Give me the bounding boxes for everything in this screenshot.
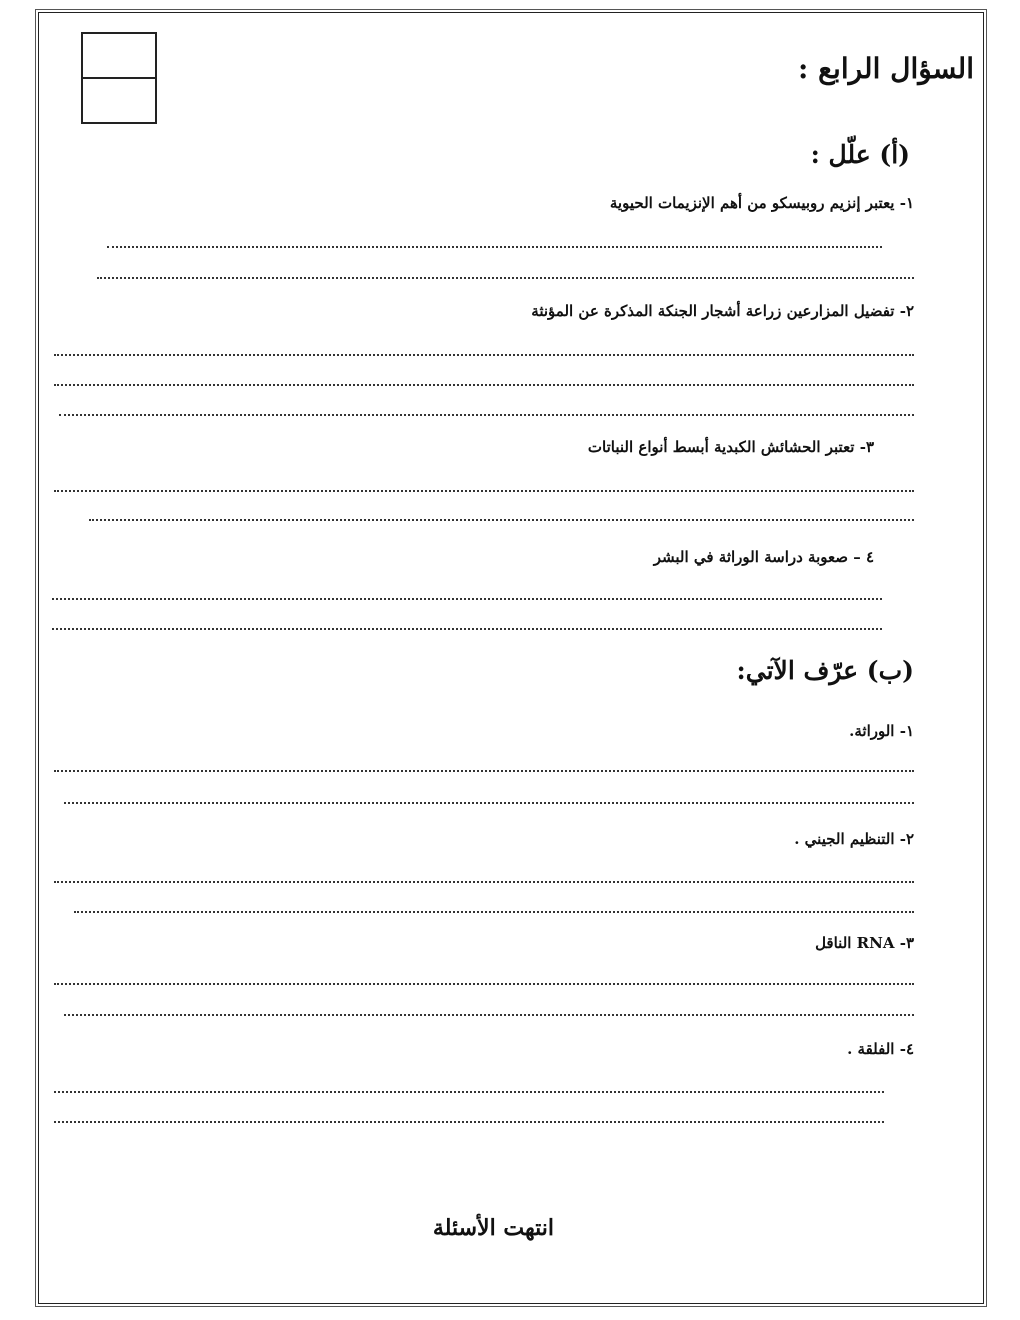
answer-line[interactable]: [64, 802, 914, 804]
section-a-title: (أ) علّل :: [810, 140, 910, 169]
answer-line[interactable]: [54, 983, 914, 985]
answer-line[interactable]: [74, 911, 914, 913]
section-b-item-1: ١- الوراثة.: [849, 722, 914, 740]
answer-line[interactable]: [54, 490, 914, 492]
section-b-item-3: ٣- RNA الناقل: [815, 934, 914, 952]
section-b-title: (ب) عرّف الآتي:: [736, 656, 914, 685]
section-b-item-4: ٤- الفلقة .: [847, 1040, 914, 1058]
answer-line[interactable]: [54, 1091, 884, 1093]
answer-line[interactable]: [54, 1121, 884, 1123]
score-box-divider: [83, 77, 155, 79]
answer-line[interactable]: [54, 384, 914, 386]
answer-line[interactable]: [54, 770, 914, 772]
section-a-item-2: ٢- تفضيل المزارعين زراعة أشجار الجنكة المذكرة عن المؤنثة: [531, 302, 914, 320]
answer-line[interactable]: [52, 598, 882, 600]
answer-line[interactable]: [107, 246, 882, 248]
answer-line[interactable]: [64, 1014, 914, 1016]
end-of-questions: انتهت الأسئلة: [432, 1215, 554, 1241]
answer-line[interactable]: [52, 628, 882, 630]
section-a-item-4: ٤ – صعوبة دراسة الوراثة في البشر: [653, 548, 874, 566]
answer-line[interactable]: [97, 277, 914, 279]
section-a-item-1: ١- يعتبر إنزيم روبيسكو من أهم الإنزيمات الحيوية: [609, 194, 914, 212]
answer-line[interactable]: [59, 414, 914, 416]
section-a-item-3: ٣- تعتبر الحشائش الكبدية أبسط أنواع النباتات: [587, 438, 874, 456]
answer-line[interactable]: [54, 881, 914, 883]
section-b-item-2: ٢- التنظيم الجيني .: [794, 830, 914, 848]
answer-line[interactable]: [54, 354, 914, 356]
question-title: السؤال الرابع :: [798, 52, 974, 85]
answer-line[interactable]: [89, 519, 914, 521]
score-box: [81, 32, 157, 124]
